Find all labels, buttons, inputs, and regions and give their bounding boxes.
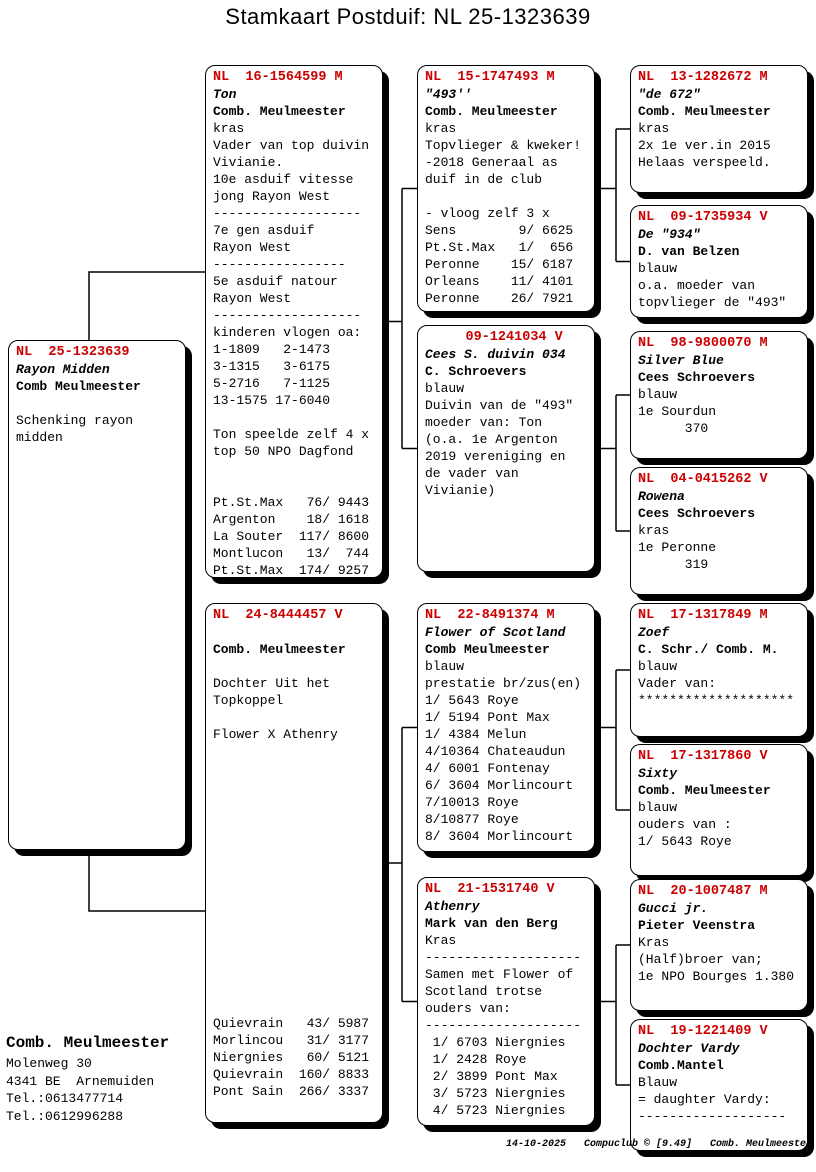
- info-line: Morlincou 31/ 3177: [213, 1033, 370, 1048]
- info-line: blauw: [425, 659, 465, 674]
- info-line: kras: [213, 121, 245, 136]
- info-line: 370: [638, 421, 709, 436]
- pigeon-name: Flower of Scotland: [425, 625, 566, 640]
- info-line: [213, 409, 375, 426]
- info-line: [213, 658, 375, 675]
- info-line: ouders van :: [638, 817, 732, 832]
- info-line: Rayon West: [213, 291, 292, 306]
- info-line: = daughter Vardy:: [638, 1092, 771, 1107]
- info-line: jong Rayon West: [213, 189, 331, 204]
- info-line: 1/ 5643 Roye: [425, 693, 519, 708]
- info-line: 1e Sourdun: [638, 404, 717, 419]
- info-line: Niergnies 60/ 5121: [213, 1050, 370, 1065]
- info-line: 2019 vereniging en: [425, 449, 566, 464]
- pedigree-box-b09f: [630, 205, 808, 318]
- info-line: [213, 862, 375, 879]
- pedigree-box-b17f: [630, 744, 808, 876]
- info-line: [213, 777, 375, 794]
- pigeon-name: Rowena: [638, 489, 685, 504]
- info-line: -2018 Generaal as: [425, 155, 558, 170]
- info-line: 8/ 3604 Morlincourt: [425, 829, 574, 844]
- info-line: 3-1315 3-6175: [213, 359, 331, 374]
- info-line: Duivin van de "493": [425, 398, 574, 413]
- owner-line: Pieter Veenstra: [638, 918, 756, 933]
- info-line: duif in de club: [425, 172, 543, 187]
- info-line: Schenking rayon: [16, 413, 134, 428]
- pigeon-name: Rayon Midden: [16, 362, 110, 377]
- info-line: blauw: [425, 381, 465, 396]
- info-line: kinderen vlogen oa:: [213, 325, 362, 340]
- info-line: 3/ 5723 Niergnies: [425, 1086, 566, 1101]
- info-line: 1/ 2428 Roye: [425, 1052, 527, 1067]
- pigeon-name: Ton: [213, 87, 237, 102]
- pedigree-box-b09m: [417, 325, 595, 572]
- info-line: 6/ 3604 Morlincourt: [425, 778, 574, 793]
- info-line: --------------------: [425, 950, 582, 965]
- info-line: blauw: [638, 659, 678, 674]
- info-line: Scotland trotse: [425, 984, 543, 999]
- ring-number: NL 17-1317860 V: [638, 749, 768, 764]
- info-line: ouders van:: [425, 1001, 511, 1016]
- owner-name: Comb. Meulmeester: [6, 1034, 170, 1052]
- info-line: Topvlieger & kweker!: [425, 138, 582, 153]
- info-line: Rayon West: [213, 240, 292, 255]
- owner-line: Cees Schroevers: [638, 370, 756, 385]
- pedigree-box-b04: [630, 467, 808, 595]
- info-line: Montlucon 13/ 744: [213, 546, 370, 561]
- info-line: Orleans 11/ 4101: [425, 274, 574, 289]
- info-line: o.a. moeder van: [638, 278, 756, 293]
- owner-line: Cees Schroevers: [638, 506, 756, 521]
- info-line: Pt.St.Max 1/ 656: [425, 240, 574, 255]
- owner-line: Mark van den Berg: [425, 916, 558, 931]
- info-line: La Souter 117/ 8600: [213, 529, 370, 544]
- ring-number: NL 09-1735934 V: [638, 210, 768, 225]
- pedigree-box-b13: [630, 65, 808, 193]
- info-line: Dochter Uit het: [213, 676, 331, 691]
- pigeon-name: Dochter Vardy: [638, 1041, 740, 1056]
- info-line: 4/ 6001 Fontenay: [425, 761, 550, 776]
- info-line: 1/ 5194 Pont Max: [425, 710, 550, 725]
- pigeon-name: "de 672": [638, 87, 701, 102]
- info-line: (Half)broer van;: [638, 952, 763, 967]
- ring-number: NL 20-1007487 M: [638, 884, 768, 899]
- info-line: [213, 964, 375, 981]
- info-line: midden: [16, 430, 63, 445]
- pigeon-name: Athenry: [425, 899, 480, 914]
- info-line: [213, 981, 375, 998]
- ring-number: NL 25-1323639: [16, 345, 130, 360]
- info-line: [213, 794, 375, 811]
- owner-block: [6, 1031, 169, 1125]
- info-line: [213, 828, 375, 845]
- info-line: Flower X Athenry: [213, 727, 338, 742]
- ring-number: NL 22-8491374 M: [425, 608, 555, 623]
- info-line: Vivianie): [425, 483, 496, 498]
- info-line: [213, 930, 375, 947]
- pedigree-box-b21: [417, 877, 595, 1126]
- footer-print-info: 14-10-2025 Compuclub © [9.49] Comb. Meulmeester: [505, 1139, 812, 1150]
- info-line: kras: [638, 523, 670, 538]
- info-line: Pt.St.Max 174/ 9257: [213, 563, 370, 578]
- info-line: 1-1809 2-1473: [213, 342, 331, 357]
- info-line: de vader van: [425, 466, 519, 481]
- owner-address-line: Molenweg 30: [6, 1056, 92, 1071]
- info-line: 2/ 3899 Pont Max: [425, 1069, 558, 1084]
- info-line: [213, 896, 375, 913]
- owner-line: Comb. Meulmeester: [425, 104, 558, 119]
- ring-number: NL 17-1317849 M: [638, 608, 768, 623]
- pigeon-name: De "934": [638, 227, 701, 242]
- info-line: Topkoppel: [213, 693, 284, 708]
- info-line: [213, 879, 375, 896]
- info-line: -----------------: [213, 257, 346, 272]
- pedigree-box-b98: [630, 331, 808, 459]
- info-line: [213, 913, 375, 930]
- pigeon-name: Cees S. duivin 034: [425, 347, 566, 362]
- info-line: Sens 9/ 6625: [425, 223, 574, 238]
- info-line: [425, 188, 587, 205]
- info-line: 5-2716 7-1125: [213, 376, 331, 391]
- info-line: [213, 845, 375, 862]
- info-line: (o.a. 1e Argenton: [425, 432, 558, 447]
- info-line: 1/ 4384 Melun: [425, 727, 527, 742]
- info-line: Helaas verspeeld.: [638, 155, 771, 170]
- ring-number: NL 15-1747493 M: [425, 70, 555, 85]
- pigeon-name: Sixty: [638, 766, 678, 781]
- owner-phone-line: Tel.:0613477714: [6, 1091, 124, 1106]
- owner-line: D. van Belzen: [638, 244, 740, 259]
- pigeon-name: Zoef: [638, 625, 670, 640]
- pedigree-box-b24: [205, 603, 383, 1123]
- owner-line: C. Schr./ Comb. M.: [638, 642, 779, 657]
- owner-line: Comb Meulmeester: [425, 642, 550, 657]
- info-line: ********************: [638, 693, 795, 708]
- info-line: -------------------: [213, 308, 362, 323]
- info-line: Vader van top duivin: [213, 138, 370, 153]
- info-line: 5e asduif natour: [213, 274, 338, 289]
- pedigree-box-b16: [205, 65, 383, 578]
- pedigree-box-b22: [417, 603, 595, 852]
- info-line: 319: [638, 557, 709, 572]
- info-line: [16, 395, 178, 412]
- info-line: Vivianie.: [213, 155, 284, 170]
- info-line: Ton speelde zelf 4 x: [213, 427, 370, 442]
- info-line: - vloog zelf 3 x: [425, 206, 550, 221]
- info-line: blauw: [638, 261, 678, 276]
- info-line: 7e gen asduif: [213, 223, 315, 238]
- info-line: [213, 460, 375, 477]
- info-line: 10e asduif vitesse: [213, 172, 354, 187]
- page-title: Stamkaart Postduif: NL 25-1323639: [225, 4, 591, 29]
- info-line: Pt.St.Max 76/ 9443: [213, 495, 370, 510]
- pigeon-name: Silver Blue: [638, 353, 724, 368]
- info-line: Vader van:: [638, 676, 717, 691]
- info-line: 13-1575 17-6040: [213, 393, 331, 408]
- pedigree-box-b15: [417, 65, 595, 312]
- info-line: [213, 811, 375, 828]
- info-line: [213, 743, 375, 760]
- owner-line: Comb. Meulmeester: [638, 104, 771, 119]
- ring-number: NL 98-9800070 M: [638, 336, 768, 351]
- ring-number: NL 04-0415262 V: [638, 472, 768, 487]
- info-line: Kras: [425, 933, 457, 948]
- info-line: 7/10013 Roye: [425, 795, 519, 810]
- info-line: 1e Peronne: [638, 540, 717, 555]
- owner-address-line: 4341 BE Arnemuiden: [6, 1073, 155, 1089]
- info-line: Peronne 15/ 6187: [425, 257, 574, 272]
- info-line: Quievrain 160/ 8833: [213, 1067, 370, 1082]
- owner-line: Comb. Meulmeester: [213, 642, 346, 657]
- ring-number: NL 24-8444457 V: [213, 608, 343, 623]
- info-line: 1/ 5643 Roye: [638, 834, 732, 849]
- info-line: Quievrain 43/ 5987: [213, 1016, 370, 1031]
- owner-line: Comb Meulmeester: [16, 379, 141, 394]
- info-line: -------------------: [213, 206, 362, 221]
- ring-number: 09-1241034 V: [425, 330, 563, 345]
- owner-phone-line: Tel.:0612996288: [6, 1108, 124, 1124]
- info-line: --------------------: [425, 1018, 582, 1033]
- owner-line: Comb. Meulmeester: [213, 104, 346, 119]
- info-line: kras: [638, 121, 670, 136]
- info-line: blauw: [638, 387, 678, 402]
- info-line: Peronne 26/ 7921: [425, 291, 574, 306]
- info-line: -------------------: [638, 1109, 787, 1124]
- ring-number: NL 21-1531740 V: [425, 882, 555, 897]
- ring-number: NL 16-1564599 M: [213, 70, 343, 85]
- owner-line: Comb.Mantel: [638, 1058, 724, 1073]
- ring-number: NL 19-1221409 V: [638, 1024, 768, 1039]
- pedigree-box-b19: [630, 1019, 808, 1151]
- info-line: prestatie br/zus(en): [425, 676, 582, 691]
- info-line: moeder van: Ton: [425, 415, 543, 430]
- pigeon-name: "493'': [425, 87, 472, 102]
- info-line: kras: [425, 121, 457, 136]
- info-line: Blauw: [638, 1075, 678, 1090]
- owner-line: Comb. Meulmeester: [638, 783, 771, 798]
- info-line: [213, 709, 375, 726]
- info-line: Kras: [638, 935, 670, 950]
- ring-number: NL 13-1282672 M: [638, 70, 768, 85]
- info-line: Argenton 18/ 1618: [213, 512, 370, 527]
- pigeon-name: Gucci jr.: [638, 901, 709, 916]
- pedigree-box-b17m: [630, 603, 808, 737]
- info-line: 1/ 6703 Niergnies: [425, 1035, 566, 1050]
- pedigree-box-subject: [8, 340, 186, 850]
- info-line: [213, 998, 375, 1015]
- info-line: [213, 760, 375, 777]
- info-line: topvlieger de "493": [638, 295, 787, 310]
- info-line: top 50 NPO Dagfond: [213, 444, 354, 459]
- info-line: 4/ 5723 Niergnies: [425, 1103, 566, 1118]
- info-line: 1e NPO Bourges 1.380: [638, 969, 795, 984]
- info-line: [213, 624, 375, 641]
- info-line: 8/10877 Roye: [425, 812, 519, 827]
- pedigree-box-b20: [630, 879, 808, 1011]
- info-line: [213, 947, 375, 964]
- info-line: Samen met Flower of: [425, 967, 574, 982]
- info-line: 2x 1e ver.in 2015: [638, 138, 771, 153]
- info-line: [213, 477, 375, 494]
- owner-line: C. Schroevers: [425, 364, 527, 379]
- info-line: blauw: [638, 800, 678, 815]
- info-line: Pont Sain 266/ 3337: [213, 1084, 370, 1099]
- info-line: 4/10364 Chateaudun: [425, 744, 566, 759]
